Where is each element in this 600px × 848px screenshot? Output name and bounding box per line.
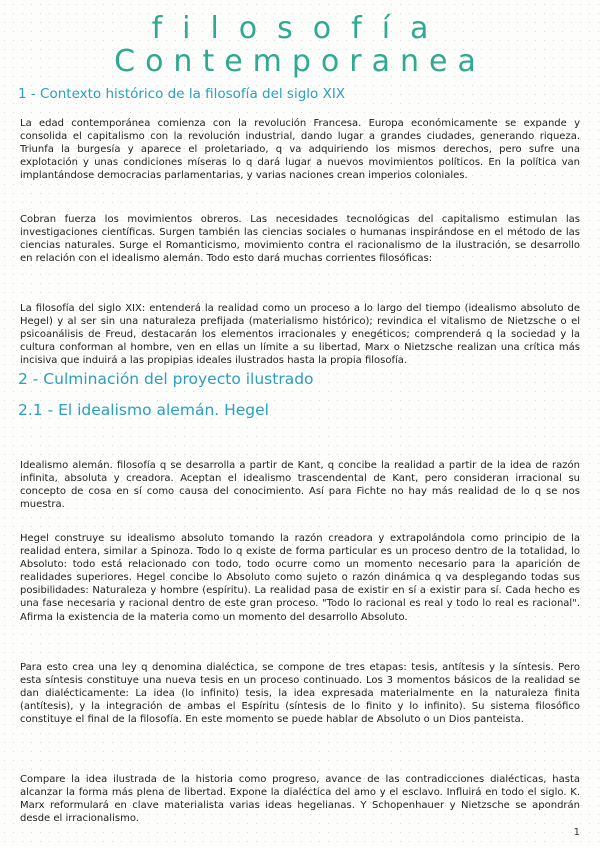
paragraph-revolution: La edad contemporánea comienza con la revolución Francesa. Europa económicamente se expande y consolida el capitalismo con la revolución industrial, dando lugar a grandes ciudades, generando riqueza. Triunfa la burgesía y aparece el proletariado, q va adquiriendo los mismos derechos, pero sufre una explotación y unas condiciones míseras lo q dará lugar a nuevos movimientos políticos. En la política van implantándose democracias parlamentarias, y varias naciones crean imperios coloniales. xyxy=(20,118,580,182)
paragraph-dialectic: Para esto crea una ley q denomina dialéctica, se compone de tres etapas: tesis, antítesis y la síntesis. Pero esta síntesis constituye una nueva tesis en un proceso continuado. Los 3 momentos básicos de la realidad se dan dialécticamente: La idea (lo infinito) tesis, la idea expresada materialmente en la naturaleza finita (antítesis), y la integración de ambas el Espíritu (síntesis de lo finito y lo infinito). Su sistema filosófico constituye el final de la filosofía. En este momento se puede hablar de Absoluto o un Dios panteista. xyxy=(20,662,580,726)
paragraph-history: Compare la idea ilustrada de la historia como progreso, avance de las contradicciones dialécticas, hasta alcanzar la forma más plena de libertad. Expone la dialéctica del amo y el esclavo. Influirá en todo el siglo. K. Marx reformulará en clave materialista varias ideas hegelianas. Y Schopenhauer y Nietzsche se apondrán desde el irracionalismo. xyxy=(20,774,580,825)
section-2-1-heading: 2.1 - El idealismo alemán. Hegel xyxy=(18,401,269,419)
paragraph-movements: Cobran fuerza los movimientos obreros. Las necesidades tecnológicas del capitalismo estimulan las investigaciones científicas. Surgen también las ciencias sociales o humanas inspirándose en el método de las ciencias naturales. Surge el Romanticismo, movimiento contra el racionalismo de la ilustración, se desarrollo en relación con el idealismo alemán. Todo esto dará muchas corrientes filosóficas: xyxy=(20,214,580,265)
paragraph-hegel: Hegel construye su idealismo absoluto tomando la razón creadora y extrapolándola como principio de la realidad entera, similar a Spinoza. Todo lo q existe de forma particular es un proceso dentro de la totalidad, lo Absoluto: todo está relacionado con todo, todo ocurre como un momento necesario para la aparición de realidades superiores. Hegel concibe lo Absoluto como sujeto o razón dinámica q va desplegando todas sus posibilidades: Naturaleza y hombre (espíritu). La realidad pasa de existir en sí a existir para sí. Cada hecho es una fase necesaria y racional dentro de este gran proceso. "Todo lo racional es real y todo lo real es racional". Afirma la existencia de la materia como un momento del desarrollo Absoluto. xyxy=(20,533,580,623)
paragraph-philosophy-xix: La filosofía del siglo XIX: entenderá la realidad como un proceso a lo largo del tiempo (idealismo absoluto de Hegel) y al ser sin una naturaleza prefijada (materialismo histórico); revindica el vitalismo de Nietzsche o el psicoanálisis de Freud, destacarán los elementos irracionales y enegéticos; comprenderá q la sociedad y la cultura conforman al hombre, ven en ellas un límite a su libertad, Marx o Nietzsche realizan una crítica más incisiva que induirá a las propipias ideales ilustrados hasta la propia filosofía. xyxy=(20,303,580,367)
title-line-2: Contemporanea xyxy=(114,44,486,79)
section-2-heading: 2 - Culminación del proyecto ilustrado xyxy=(18,370,314,388)
section-1-heading: 1 - Contexto histórico de la filosofía del siglo XIX xyxy=(18,86,346,102)
paragraph-idealism: Idealismo alemán. filosofía q se desarrolla a partir de Kant, q concibe la realidad a partir de la idea de razón infinita, absoluta y creadora. Aceptan el idealismo trascendental de Kant, pero consideran irracional su concepto de cosa en sí como causa del conocimiento. Así para Fichte no hay más realidad de lo q se nos muestra. xyxy=(20,460,580,511)
title-line-1: filosofía xyxy=(151,11,449,46)
page-number: 1 xyxy=(573,827,580,838)
